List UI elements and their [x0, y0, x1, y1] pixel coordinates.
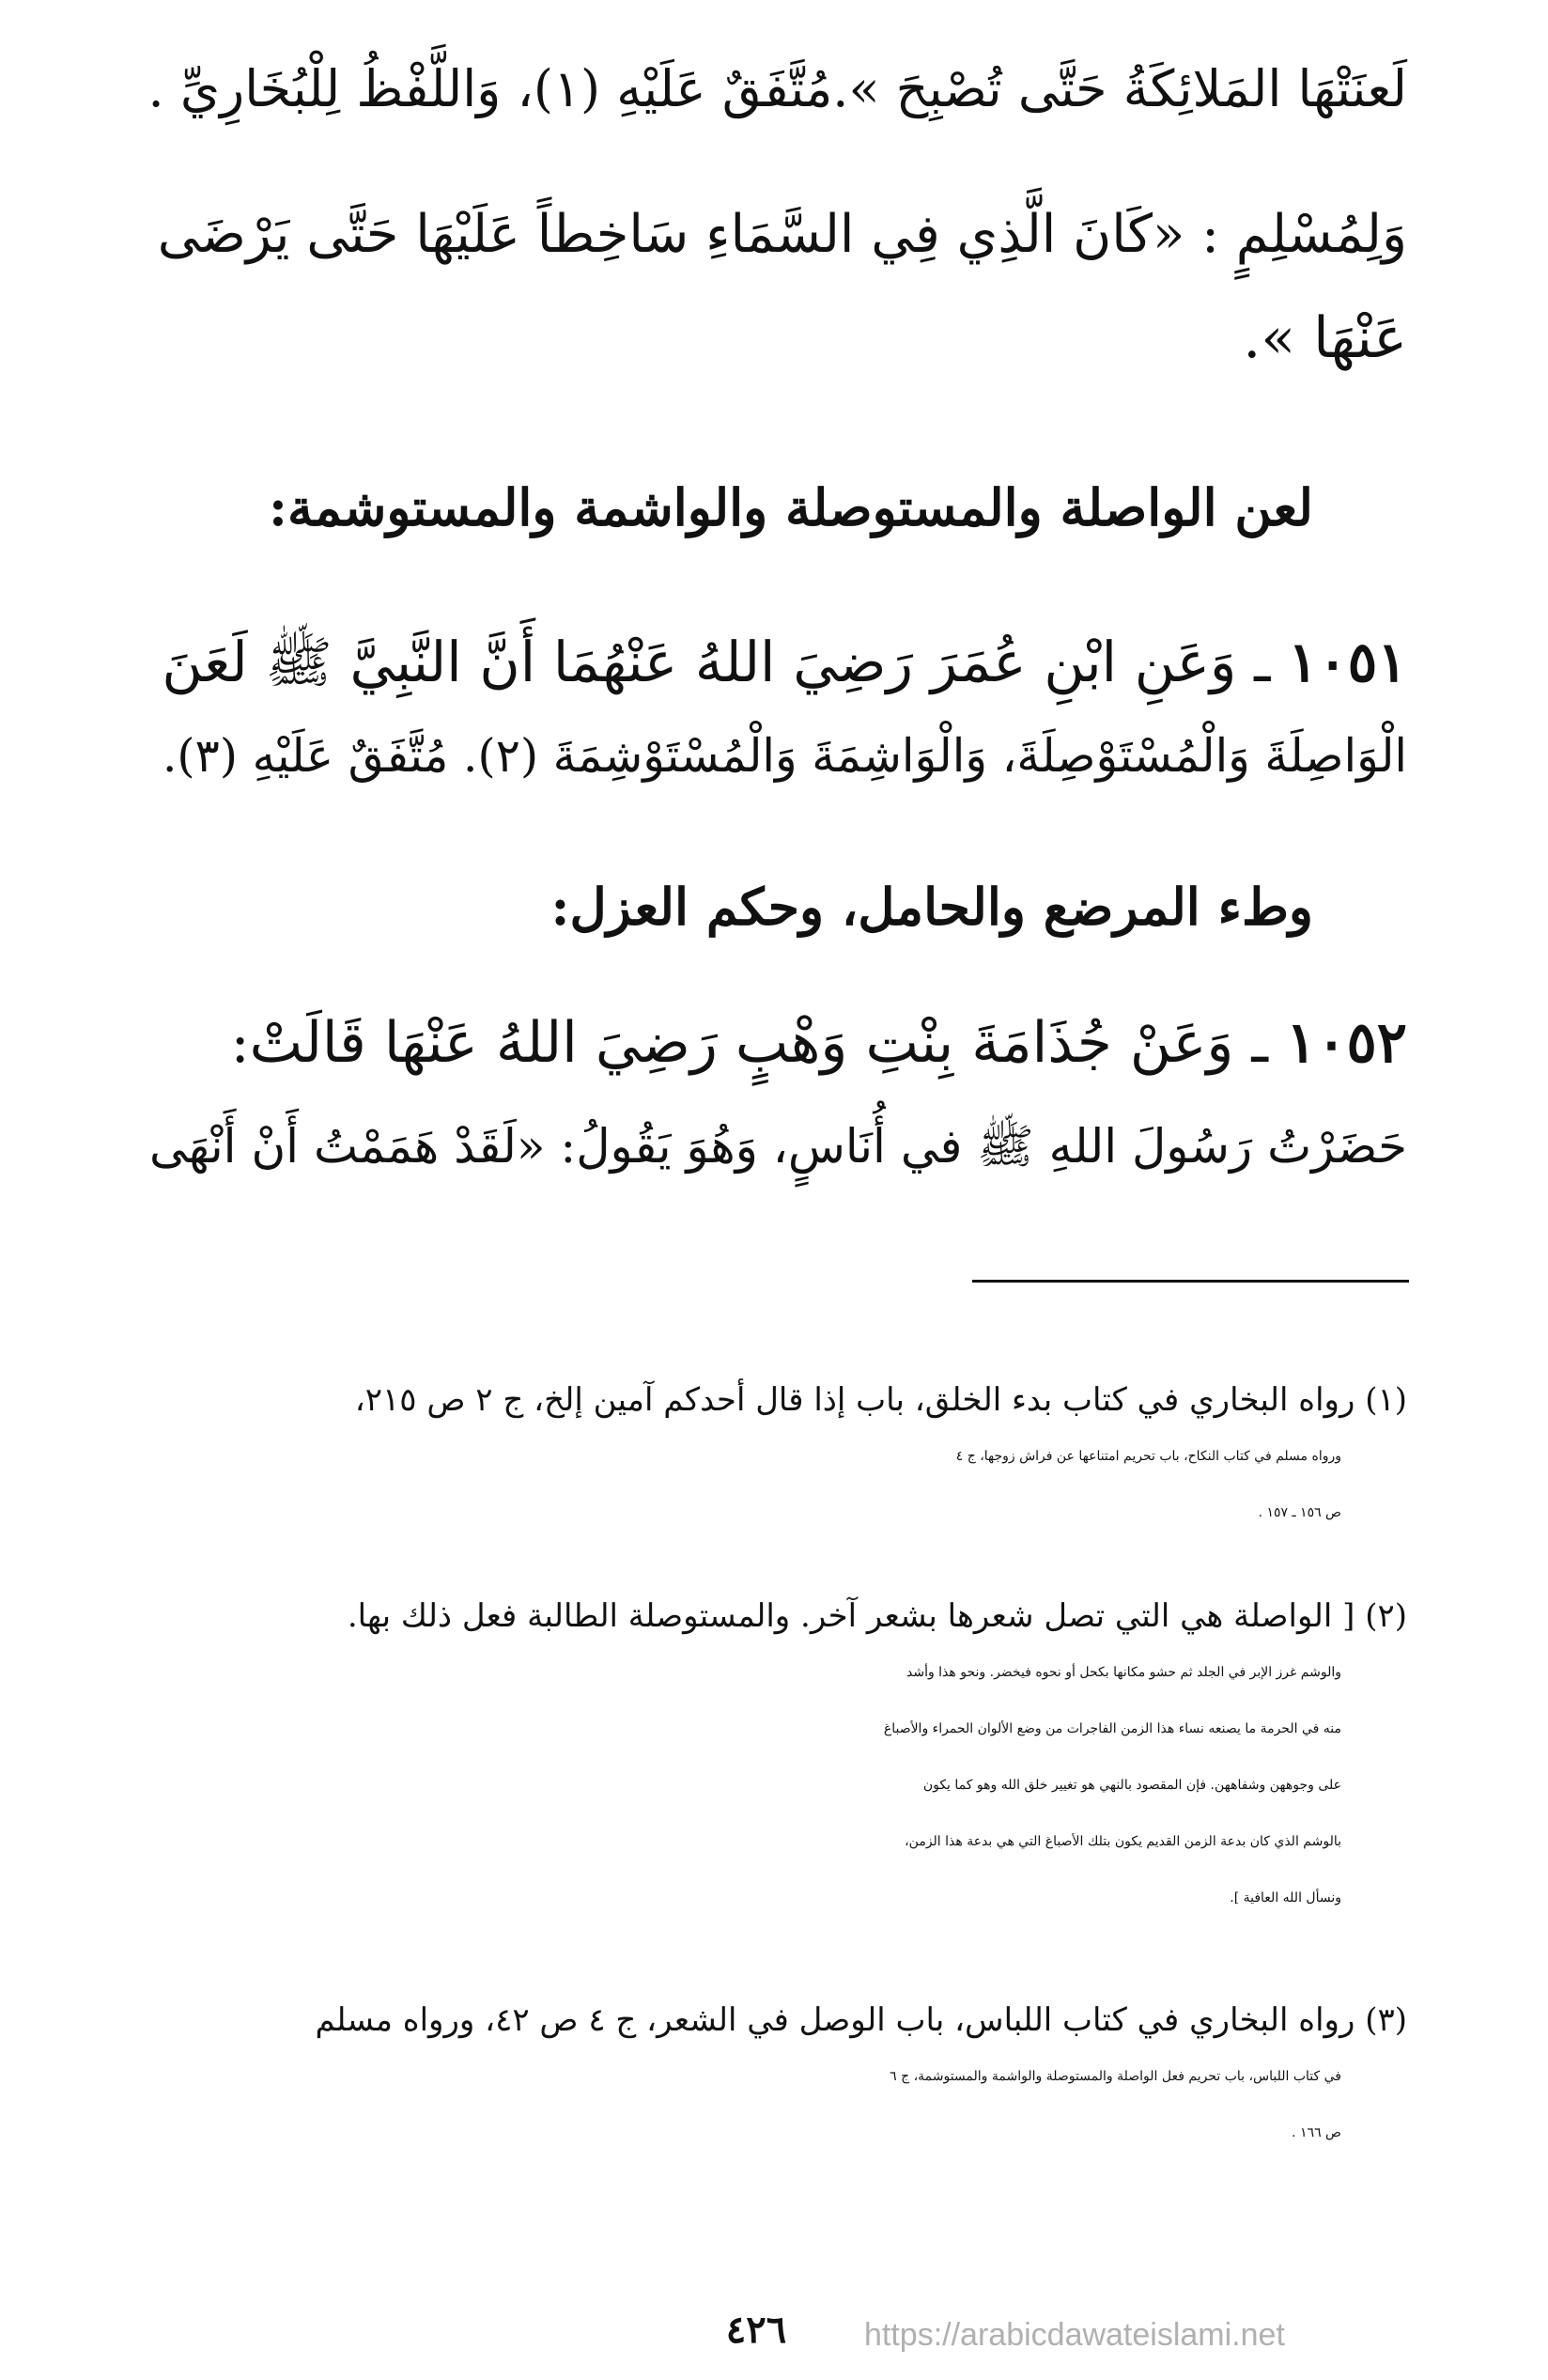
footnote-1-text-1: رواه البخاري في كتاب بدء الخلق، باب إذا قال أحدكم آمين إلخ، ج ٢ ص ٢١٥، [354, 1381, 1355, 1419]
footnote-1-line-1 [130, 1372, 1407, 1428]
footnote-3 [130, 1992, 1407, 2161]
section-heading-2: وطء المرضع والحامل، وحكم العزل: [550, 877, 1313, 937]
footnote-separator [972, 1280, 1409, 1283]
main-text-line-2: وَلِمُسْلِمٍ : «كَانَ الَّذِي فِي السَّمَاءِ سَاخِطاً عَلَيْهَا حَتَّى يَرْضَى [157, 204, 1407, 265]
main-text-line-3: عَنْهَا ». [1243, 305, 1407, 371]
hadith-1051-line-2: الْوَاصِلَةَ وَالْمُسْتَوْصِلَةَ، وَالْوَاشِمَةَ وَالْمُسْتَوْشِمَةَ (٢). مُتَّفَقٌ عَلَيْهِ (٣). [162, 729, 1407, 783]
footnote-1 [130, 1372, 1407, 1541]
footnote-3-text-1: رواه البخاري في كتاب اللباس، باب الوصل في الشعر، ج ٤ ص ٤٢، ورواه مسلم [315, 2001, 1355, 2039]
main-text-line-1: لَعنَتْهَا المَلائِكَةُ حَتَّى تُصْبِحَ ».مُتَّفَقٌ عَلَيْهِ (١)، وَاللَّفْظُ لِلْبُخَارِيِّ . [147, 59, 1407, 118]
hadith-1051-text-1: ـ وَعَنِ ابْنِ عُمَرَ رَضِيَ اللهُ عَنْهُمَا أَنَّ النَّبِيَّ ﷺ لَعَنَ [162, 630, 1271, 694]
footnote-1-marker: (١) [1365, 1381, 1407, 1419]
footnote-2-line-2: والوشم غرز الإبر في الجلد ثم حشو مكانها بكحل أو نحوه فيخضر. ونحو هذا وأشد [906, 1665, 1341, 1680]
hadith-1052-text-1: ـ وَعَنْ جُذَامَةَ بِنْتِ وَهْبٍ رَضِيَ اللهُ عَنْهَا قَالَتْ: [230, 1010, 1269, 1076]
hadith-number-1052: ١٠٥٢ [1286, 1010, 1407, 1076]
watermark-url: https://arabicdawateislami.net [864, 2317, 1285, 2353]
footnote-2-line-6: ونسأل الله العافية ]. [1230, 1890, 1341, 1906]
hadith-1052-line-2: حَضَرْتُ رَسُولَ اللهِ ﷺ في أُنَاسٍ، وَهُوَ يَقُولُ: «لَقَدْ هَمَمْتُ أَنْ أَنْهَى [149, 1119, 1407, 1174]
page-number: ٤٢٦ [725, 2308, 787, 2352]
footnote-2-line-4: على وجوههن وشفاههن. فإن المقصود بالنهي هو تغيير خلق الله وهو كما يكون [922, 1778, 1341, 1793]
footnote-3-line-1 [130, 1992, 1407, 2048]
footnote-2-marker: (٢) [1365, 1597, 1407, 1635]
footnote-3-line-3: ص ١٦٦ . [1292, 2125, 1341, 2140]
section-heading-1: لعن الواصلة والمستوصلة والواشمة والمستوشمة: [269, 477, 1313, 537]
footnote-2 [130, 1588, 1407, 1926]
footnote-1-line-2: ورواه مسلم في كتاب النكاح، باب تحريم امتناعها عن فراش زوجها، ج ٤ [955, 1449, 1341, 1464]
footnote-2-line-1 [130, 1588, 1407, 1644]
footnote-2-line-5: بالوشم الذي كان بدعة الزمن القديم يكون بتلك الأصباغ التي هي بدعة هذا الزمن، [905, 1834, 1341, 1849]
hadith-number-1051: ١٠٥١ [1288, 630, 1407, 694]
footnote-3-marker: (٣) [1365, 2001, 1407, 2039]
footnote-1-line-3: ص ١٥٦ ـ ١٥٧ . [1258, 1505, 1341, 1520]
footnote-3-line-2: في كتاب اللباس، باب تحريم فعل الواصلة والمستوصلة والواشمة والمستوشمة، ج ٦ [890, 2069, 1341, 2084]
footnote-2-line-3: منه في الحرمة ما يصنعه نساء هذا الزمن الفاجرات من وضع الألوان الحمراء والأصباغ [883, 1721, 1341, 1736]
hadith-1052-line-1 [148, 996, 1407, 1090]
hadith-1051-line-1 [148, 615, 1407, 709]
footnote-2-text-1: [ الواصلة هي التي تصل شعرها بشعر آخر. والمستوصلة الطالبة فعل ذلك بها. [347, 1597, 1355, 1635]
